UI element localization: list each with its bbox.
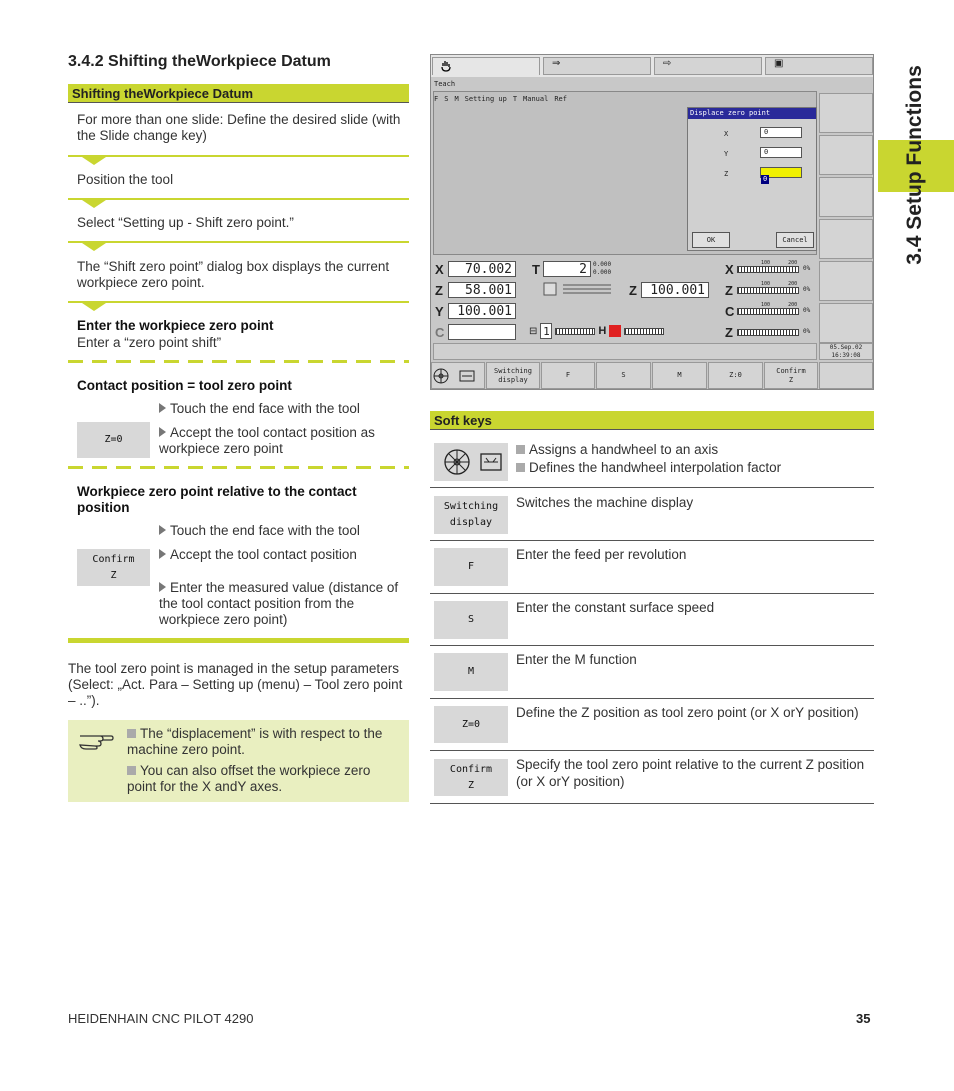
- load-scale-c: 100 200: [761, 302, 798, 308]
- dashed-divider: [68, 360, 409, 363]
- status-bar: [433, 343, 817, 360]
- pointing-hand-icon: [78, 728, 114, 750]
- softkey-m[interactable]: M: [434, 653, 508, 691]
- load-percent-z: 0%: [803, 286, 811, 293]
- square-bullet-icon: [516, 445, 525, 454]
- screen-menu-t[interactable]: T: [512, 95, 518, 103]
- footer-product: HEIDENHAIN CNC PILOT 4290: [68, 1011, 254, 1026]
- load-label-c: C: [725, 304, 735, 319]
- axis-z-value: 58.001: [448, 282, 516, 298]
- screen-tab-program[interactable]: [543, 57, 651, 75]
- screen-softkey-f[interactable]: F: [541, 362, 595, 389]
- dialog-input-y[interactable]: 0: [760, 147, 802, 158]
- axis-c-value: [448, 324, 516, 340]
- softkey-handwheel-desc-1: Assigns a handwheel to an axis: [516, 441, 718, 458]
- floppy-icon: ▣: [774, 58, 784, 69]
- tool-info-block: [543, 281, 613, 297]
- screen-side-key-1[interactable]: [819, 93, 873, 133]
- spindle-status-row: [529, 323, 719, 339]
- screen-softkey-s[interactable]: S: [596, 362, 651, 389]
- dialog-title: Displace zero point: [688, 108, 816, 119]
- step-arrow: [82, 243, 106, 251]
- dialog-label-y: Y: [724, 150, 729, 158]
- softkey-handwheel[interactable]: [434, 443, 508, 481]
- screen-softkey-empty[interactable]: [819, 362, 873, 389]
- axis-x-label: X: [435, 262, 444, 277]
- setup-params-paragraph: The tool zero point is managed in the setup parameters (Select: „Act. Para – Setting up (menu) – Tool zero point – ..”).: [68, 661, 403, 708]
- screen-menu-s[interactable]: S: [444, 95, 449, 103]
- axis-c-label: C: [435, 325, 445, 340]
- relative-step-enter: Enter the measured value (distance of the tool contact position from the workpiece zero point): [159, 580, 399, 627]
- square-bullet-icon: [516, 463, 525, 472]
- step-divider: [68, 155, 409, 157]
- handwheel-icon: [439, 447, 503, 477]
- axis-z-label: Z: [435, 283, 443, 298]
- screen-side-key-2[interactable]: [819, 135, 873, 175]
- feed-bar: [624, 328, 664, 335]
- screen-tab-simulation[interactable]: [654, 57, 762, 75]
- load-scale-x: 100 200: [761, 260, 798, 266]
- spindle-icon: ⊟: [529, 325, 538, 337]
- axis-z2-label: Z: [629, 283, 637, 298]
- screen-softkey-handwheel[interactable]: [431, 362, 485, 389]
- step-enter-zero-title: Enter the workpiece zero point: [77, 318, 274, 333]
- tool-info-graphic: [543, 281, 613, 297]
- screen-menu-ref[interactable]: Ref: [554, 95, 567, 103]
- load-bar-c: [737, 308, 799, 315]
- triangle-bullet-icon: [159, 582, 166, 592]
- screen-side-key-6[interactable]: [819, 303, 873, 343]
- section-title: 3.4.2 Shifting theWorkpiece Datum: [68, 53, 331, 70]
- screen-menu-manual[interactable]: Manual: [523, 95, 549, 103]
- step-select-setting-up: Select “Setting up - Shift zero point.”: [77, 215, 294, 230]
- datetime-display: 05.Sep.02 16:39:08: [819, 343, 873, 360]
- square-bullet-icon: [127, 729, 136, 738]
- screen-side-key-4[interactable]: [819, 219, 873, 259]
- load-scale-z: 100 200: [761, 281, 798, 287]
- dialog-input-z[interactable]: 0: [760, 167, 802, 178]
- load-percent-x: 0%: [803, 265, 811, 272]
- dialog-input-x[interactable]: 0: [760, 127, 802, 138]
- screen-menu-setting-up[interactable]: Setting up: [464, 95, 507, 103]
- axis-z2-value: 100.001: [641, 282, 709, 298]
- dialog-cancel-button[interactable]: Cancel: [776, 232, 814, 248]
- axis-y-value: 100.001: [448, 303, 516, 319]
- dialog-label-x: X: [724, 130, 729, 138]
- contact-step-touch: Touch the end face with the tool: [159, 401, 404, 417]
- spindle-h-icon: H: [598, 325, 607, 337]
- softkey-s-desc: Enter the constant surface speed: [516, 600, 715, 615]
- screen-tab-save[interactable]: [765, 57, 873, 75]
- load-bar-z: [737, 287, 799, 294]
- softkey-m-desc: Enter the M function: [516, 652, 637, 667]
- softkeys-header: Soft keys: [430, 411, 874, 430]
- relative-step-accept: Accept the tool contact position: [159, 547, 404, 563]
- softkey-z-equals-0[interactable]: Z=0: [434, 706, 508, 743]
- spindle-number: 1: [540, 323, 552, 339]
- load-bar-x: [737, 266, 799, 273]
- softkey-f-desc: Enter the feed per revolution: [516, 547, 687, 562]
- step-divider: [68, 301, 409, 303]
- axis-y-label: Y: [435, 304, 444, 319]
- softkey-confirm-z-desc: Specify the tool zero point relative to the current Z position (or X orY position): [516, 757, 865, 789]
- stop-icon: [609, 325, 621, 337]
- load-bar-z2: [737, 329, 799, 336]
- handwheel-icon: [432, 368, 476, 384]
- spindle-bar: [555, 328, 595, 335]
- page-number: 35: [856, 1011, 871, 1026]
- screen-softkey-z0[interactable]: Z:0: [708, 362, 763, 389]
- screen-menu-bar: [434, 95, 567, 103]
- tool-offsets: 0.000 0.000: [593, 261, 612, 276]
- contact-title: Contact position = tool zero point: [77, 378, 292, 393]
- screen-mode-label: Teach: [434, 80, 456, 88]
- triangle-bullet-icon: [159, 549, 166, 559]
- step-divider: [68, 198, 409, 200]
- dialog-ok-button[interactable]: OK: [692, 232, 730, 248]
- arrow-right-icon: ⇒: [552, 58, 561, 69]
- screen-menu-f[interactable]: F: [434, 95, 439, 103]
- relative-step-touch: Touch the end face with the tool: [159, 523, 404, 539]
- note-item-1: The “displacement” is with respect to the machine zero point.: [127, 726, 383, 757]
- step-position-tool: Position the tool: [77, 172, 174, 187]
- load-percent-z2: 0%: [803, 328, 811, 335]
- diamond-arrow-icon: ⇨: [663, 58, 672, 69]
- contact-step-accept: Accept the tool contact position as workpiece zero point: [159, 425, 375, 456]
- load-percent-c: 0%: [803, 307, 811, 314]
- relative-title: Workpiece zero point relative to the contact position: [77, 484, 357, 515]
- triangle-bullet-icon: [159, 403, 166, 413]
- step-arrow: [82, 157, 106, 165]
- screen-side-key-3[interactable]: [819, 177, 873, 217]
- note-box: [68, 720, 409, 802]
- note-item-2: You can also offset the workpiece zero point for the X andY axes.: [127, 763, 371, 794]
- softkey-confirm-z[interactable]: Confirm Z: [434, 759, 508, 796]
- dashed-divider: [68, 466, 409, 469]
- dialog-label-z: Z: [724, 170, 729, 178]
- softkey-handwheel-desc-2: Defines the handwheel interpolation factor: [516, 459, 781, 476]
- tool-label: T: [532, 262, 540, 277]
- softkey-f[interactable]: F: [434, 548, 508, 586]
- step-select-slide: For more than one slide: Define the desired slide (with the Slide change key): [77, 112, 401, 143]
- tool-number: 2: [543, 261, 591, 277]
- load-label-z2: Z: [725, 325, 733, 340]
- screen-menu-m[interactable]: M: [454, 95, 459, 103]
- screen-softkey-switching-display[interactable]: Switching display: [486, 362, 540, 389]
- axis-x-value: 70.002: [448, 261, 516, 277]
- step-dialog-displays: The “Shift zero point” dialog box displays the current workpiece zero point.: [77, 259, 390, 290]
- hand-icon: [441, 60, 451, 72]
- displace-zero-dialog: [687, 107, 817, 251]
- screen-softkey-confirm-z[interactable]: Confirm Z: [764, 362, 818, 389]
- step-enter-zero-text: Enter a “zero point shift”: [77, 335, 222, 350]
- divider: [68, 102, 409, 103]
- cnc-screenshot: [430, 54, 874, 390]
- softkey-s[interactable]: S: [434, 601, 508, 639]
- screen-side-key-5[interactable]: [819, 261, 873, 301]
- procedure-end-rule: [68, 638, 409, 643]
- section-side-label: 3.4 Setup Functions: [903, 65, 926, 265]
- softkey-z0-desc: Define the Z position as tool zero point (or X orY position): [516, 705, 859, 720]
- softkey-confirm-z[interactable]: Confirm Z: [77, 549, 150, 586]
- softkey-switching-desc: Switches the machine display: [516, 495, 694, 510]
- load-label-z: Z: [725, 283, 733, 298]
- load-label-x: X: [725, 262, 734, 277]
- triangle-bullet-icon: [159, 525, 166, 535]
- softkey-switching-display[interactable]: Switching display: [434, 496, 508, 534]
- procedure-header: Shifting theWorkpiece Datum: [68, 84, 409, 103]
- screen-tab-teach[interactable]: [432, 57, 540, 75]
- screen-softkey-m[interactable]: M: [652, 362, 707, 389]
- square-bullet-icon: [127, 766, 136, 775]
- softkey-z0[interactable]: Z=0: [77, 422, 150, 458]
- triangle-bullet-icon: [159, 427, 166, 437]
- step-arrow: [82, 200, 106, 208]
- step-divider: [68, 241, 409, 243]
- step-arrow: [82, 303, 106, 311]
